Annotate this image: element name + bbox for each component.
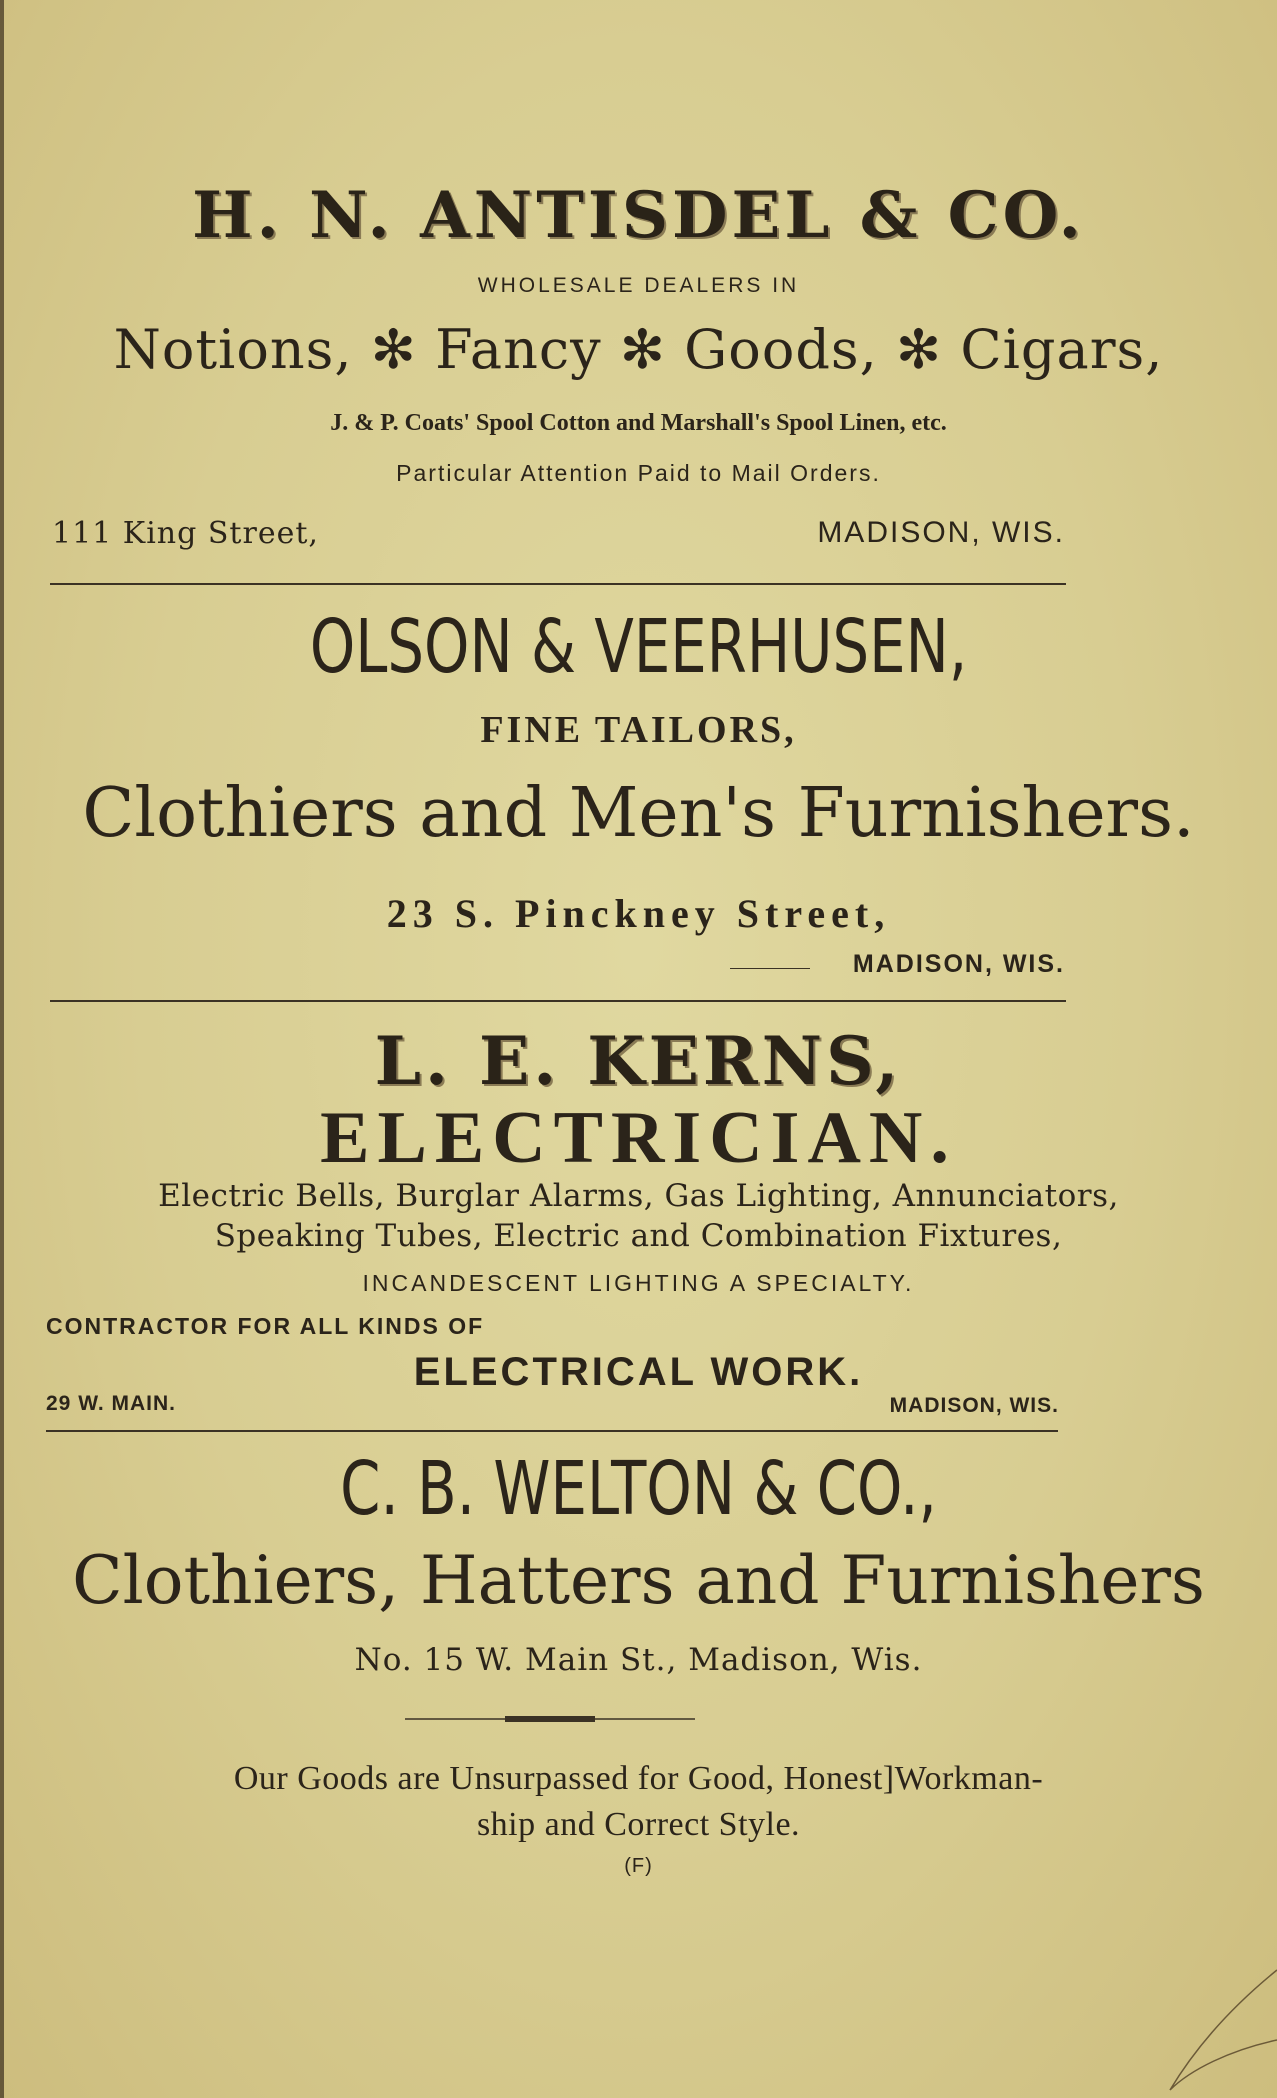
divider-2 (50, 1000, 1066, 1002)
welton-address: No. 15 W. Main St., Madison, Wis. (354, 1642, 923, 1678)
kerns-address: 29 W. MAIN. (46, 1392, 177, 1415)
page-signature: (F) (624, 1855, 653, 1877)
kerns-line1: Electric Bells, Burglar Alarms, Gas Lighting, Annunciators, (158, 1178, 1119, 1214)
antisdel-goods: Notions, ✻ Fancy ✻ Goods, ✻ Cigars, (113, 318, 1164, 381)
divider-3 (46, 1430, 1058, 1432)
antisdel-address: 111 King Street, (52, 516, 319, 551)
welton-name: C. B. WELTON & CO., (340, 1446, 937, 1532)
kerns-contractor: CONTRACTOR FOR ALL KINDS OF (46, 1313, 485, 1339)
kerns-trade: ELECTRICIAN. (320, 1097, 957, 1179)
welton-slogan-line2: ship and Correct Style. (476, 1806, 801, 1843)
welton-clothiers: Clothiers, Hatters and Furnishers (72, 1542, 1205, 1619)
antisdel-attention: Particular Attention Paid to Mail Orders. (396, 460, 881, 486)
kerns-line2: Speaking Tubes, Electric and Combination Fixtures, (214, 1218, 1063, 1254)
antisdel-coats: J. & P. Coats' Spool Cotton and Marshall's Spool Linen, etc. (330, 410, 947, 436)
olson-city: MADISON, WIS. (852, 950, 1065, 978)
olson-clothiers: Clothiers and Men's Furnishers. (82, 774, 1195, 853)
olson-city-dash (730, 968, 810, 969)
kerns-name: L. E. KERNS, (374, 1022, 903, 1100)
kerns-city: MADISON, WIS. (889, 1394, 1059, 1417)
olson-name: OLSON & VEERHUSEN, (309, 604, 968, 690)
olson-address: 23 S. Pinckney Street, (386, 891, 891, 936)
divider-1 (50, 583, 1066, 585)
page-corner-curl (1160, 1960, 1277, 2098)
kerns-work: ELECTRICAL WORK. (413, 1350, 864, 1394)
welton-slogan-line1: Our Goods are Unsurpassed for Good, Honest]Workman- (233, 1760, 1044, 1797)
antisdel-tagline: WHOLESALE DEALERS IN (477, 274, 800, 297)
ornamental-divider (405, 1712, 695, 1726)
kerns-specialty: INCANDESCENT LIGHTING A SPECIALTY. (362, 1270, 915, 1296)
antisdel-name: H. N. ANTISDEL & CO. (192, 178, 1085, 253)
olson-trade: FINE TAILORS, (480, 709, 797, 751)
antisdel-city: MADISON, WIS. (817, 516, 1065, 549)
